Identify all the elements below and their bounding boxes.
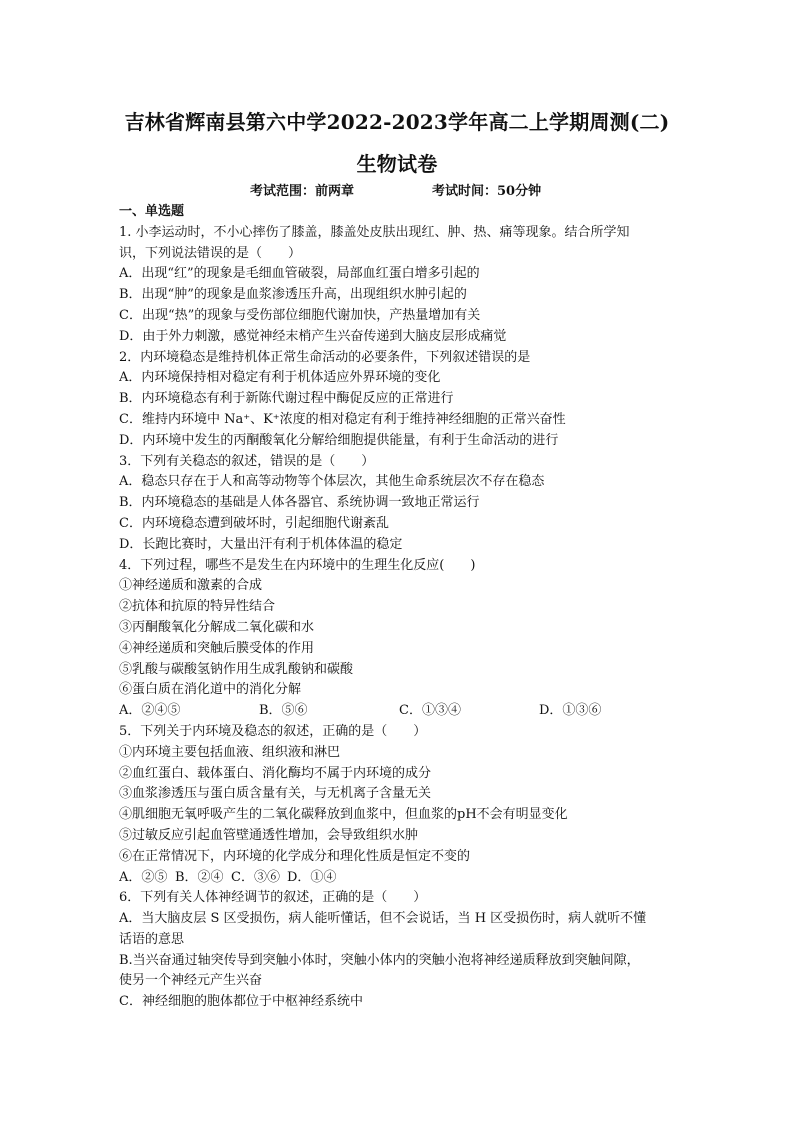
q4-item: ④神经递质和突触后膜受体的作用 — [119, 640, 315, 656]
q5-item: ①内环境主要包括血液、组织液和淋巴 — [119, 744, 341, 760]
q2-option-a: A．内环境保持相对稳定有利于机体适应外界环境的变化 — [119, 370, 441, 386]
q5-options — [119, 868, 679, 889]
q5-item: ②血红蛋白、载体蛋白、消化酶均不属于内环境的成分 — [119, 765, 432, 781]
q5-item: ④肌细胞无氧呼吸产生的二氧化碳释放到血浆中，但血浆的pH不会有明显变化 — [119, 807, 568, 823]
q6-option-b-line1: B.当兴奋通过轴突传导到突触小体时，突触小体内的突触小泡将神经递质释放到突触间隙， — [119, 952, 640, 968]
q5-item: ⑥在正常情况下，内环境的化学成分和理化性质是恒定不变的 — [119, 848, 471, 864]
q4-item: ⑤乳酸与碳酸氢钠作用生成乳酸钠和碳酸 — [119, 661, 354, 677]
q2-option-c: C．维持内环境中 Na⁺、K⁺浓度的相对稳定有利于维持神经细胞的正常兴奋性 — [119, 411, 566, 427]
exam-time: 考试时间：50分钟 — [432, 184, 542, 199]
q6-stem: 6．下列有关人体神经调节的叙述，正确的是（ ） — [119, 890, 427, 906]
q6-option-a-line1: A．当大脑皮层 S 区受损伤，病人能听懂话，但不会说话，当 H 区受损伤时，病人就听不懂 — [119, 911, 647, 927]
document-subtitle: 生物试卷 — [356, 152, 438, 176]
q4-option-c: C．①③④ — [399, 703, 461, 719]
q5-option-d: D．①④ — [287, 869, 337, 885]
q1-option-c: C．出现“热”的现象与受伤部位细胞代谢加快，产热量增加有关 — [119, 307, 481, 323]
q1-stem-line2: 识，下列说法错误的是（ ） — [119, 245, 302, 261]
q6-option-b-line2: 使另一个神经元产生兴奋 — [119, 973, 263, 989]
q4-item: ②抗体和抗原的特异性结合 — [119, 599, 276, 615]
q3-option-b: B．内环境稳态的基础是人体各器官、系统协调一致地正常运行 — [119, 495, 480, 511]
q4-option-d: D．①③⑥ — [539, 703, 602, 719]
q3-option-d: D．长跑比赛时，大量出汗有利于机体体温的稳定 — [119, 536, 403, 552]
q6-option-a-line2: 话语的意思 — [119, 931, 185, 947]
q2-option-b: B．内环境稳态有利于新陈代谢过程中酶促反应的正常进行 — [119, 391, 454, 407]
q2-stem: 2．内环境稳态是维持机体正常生命活动的必要条件，下列叙述错误的是 — [119, 349, 531, 365]
q5-option-b: B．②④ — [175, 869, 224, 885]
q5-option-c: C．③⑥ — [231, 869, 280, 885]
q2-option-d: D．内环境中发生的丙酮酸氧化分解给细胞提供能量，有利于生命活动的进行 — [119, 432, 559, 448]
q5-option-a: A．②⑤ — [119, 869, 168, 885]
q4-option-a: A．②④⑤ — [119, 703, 181, 719]
q4-stem: 4．下列过程，哪些不是发生在内环境中的生理生化反应( ) — [119, 557, 476, 573]
section-heading: 一、单选题 — [119, 204, 185, 219]
exam-scope: 考试范围：前两章 — [250, 184, 355, 199]
q1-stem-line1: 1. 小李运动时，不小心摔伤了膝盖，膝盖处皮肤出现红、肿、热、痛等现象。结合所学知 — [119, 224, 630, 240]
q4-item: ③丙酮酸氧化分解成二氧化碳和水 — [119, 619, 315, 635]
q4-item: ⑥蛋白质在消化道中的消化分解 — [119, 682, 302, 698]
exam-meta — [250, 180, 541, 199]
q5-stem: 5．下列关于内环境及稳态的叙述，正确的是（ ） — [119, 723, 427, 739]
q5-item: ⑤过敏反应引起血管壁通透性增加，会导致组织水肿 — [119, 827, 419, 843]
document-title: 吉林省辉南县第六中学2022-2023学年高二上学期周测(二) — [124, 110, 670, 134]
question-body — [119, 202, 679, 1013]
q4-item: ①神经递质和激素的合成 — [119, 578, 263, 594]
q5-item: ③血浆渗透压与蛋白质含量有关，与无机离子含量无关 — [119, 786, 432, 802]
q6-option-c: C．神经细胞的胞体都位于中枢神经系统中 — [119, 994, 363, 1010]
q4-options — [119, 701, 679, 722]
q1-option-b: B．出现“肿”的现象是血浆渗透压升高，出现组织水肿引起的 — [119, 287, 467, 303]
q3-stem: 3．下列有关稳态的叙述，错误的是（ ） — [119, 453, 375, 469]
q1-option-d: D．由于外力刺激，感觉神经末梢产生兴奋传递到大脑皮层形成痛觉 — [119, 328, 507, 344]
q4-option-b: B．⑤⑥ — [259, 703, 308, 719]
q3-option-c: C．内环境稳态遭到破坏时，引起细胞代谢紊乱 — [119, 515, 389, 531]
q1-option-a: A．出现“红”的现象是毛细血管破裂，局部血红蛋白增多引起的 — [119, 266, 480, 282]
q3-option-a: A．稳态只存在于人和高等动物等个体层次，其他生命系统层次不存在稳态 — [119, 474, 545, 490]
